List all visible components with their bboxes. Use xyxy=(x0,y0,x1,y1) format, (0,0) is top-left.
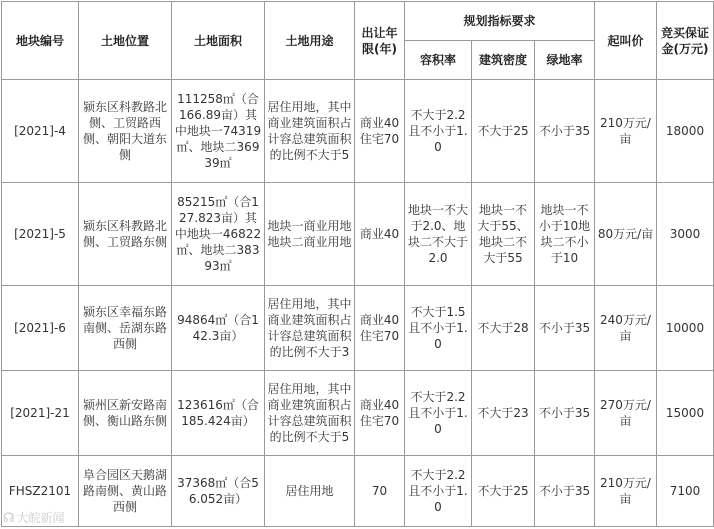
cell-start-price: 240万元/亩 xyxy=(595,286,657,371)
table-row xyxy=(2,80,714,183)
cell-usage: 地块一商业用地地块二商业用地 xyxy=(265,183,355,286)
cell-density: 不大于28 xyxy=(472,286,535,371)
cell-term: 商业40住宅70 xyxy=(355,371,405,456)
header-green: 绿地率 xyxy=(535,41,595,80)
cell-far: 不大于2.2且不小于1.0 xyxy=(405,371,472,456)
table-row xyxy=(2,371,714,456)
table-row xyxy=(2,456,714,527)
cell-green: 不小于35 xyxy=(535,80,595,183)
cell-location: 颍东区科教路北侧、工贸路东侧 xyxy=(79,183,172,286)
cell-deposit: 10000 xyxy=(657,286,714,371)
cell-start-price: 210万元/亩 xyxy=(595,456,657,527)
cell-density: 不大于23 xyxy=(472,371,535,456)
header-location: 土地位置 xyxy=(79,2,172,80)
cell-term: 商业40住宅70 xyxy=(355,80,405,183)
cell-block-no: [2021]-6 xyxy=(2,286,79,371)
header-area: 土地面积 xyxy=(172,2,265,80)
cell-deposit: 15000 xyxy=(657,371,714,456)
cell-location: 阜合园区天鹅湖路南侧、黄山路西侧 xyxy=(79,456,172,527)
cell-green: 不小于35 xyxy=(535,286,595,371)
cell-term: 70 xyxy=(355,456,405,527)
cell-location: 颍东区幸福东路南侧、岳湖东路西侧 xyxy=(79,286,172,371)
cell-area: 85215㎡（合127.823亩）其中地块一46822㎡、地块二38393㎡ xyxy=(172,183,265,286)
cell-far: 不大于2.2且不小于1.0 xyxy=(405,456,472,527)
cell-far: 地块一不大于2.0、地块二不大于2.0 xyxy=(405,183,472,286)
watermark-text: 大皖新闻 xyxy=(16,511,65,525)
table-row xyxy=(2,286,714,371)
cell-deposit: 7100 xyxy=(657,456,714,527)
table-row xyxy=(2,183,714,286)
header-deposit: 竞买保证金(万元) xyxy=(657,2,714,80)
header-usage: 土地用途 xyxy=(265,2,355,80)
header-start-price: 起叫价 xyxy=(595,2,657,80)
cell-usage: 居住用地，其中商业建筑面积占计容总建筑面积的比例不大于5 xyxy=(265,80,355,183)
cell-usage: 居住用地，其中商业建筑面积占计容总建筑面积的比例不大于3 xyxy=(265,286,355,371)
cell-location: 颍州区新安路南侧、衡山路东侧 xyxy=(79,371,172,456)
cell-density: 地块一不大于55、地块二不大于55 xyxy=(472,183,535,286)
cell-density: 不大于25 xyxy=(472,456,535,527)
header-row xyxy=(2,2,714,41)
cell-green: 地块一不小于10地块二不小于10 xyxy=(535,183,595,286)
land-auction-table xyxy=(1,1,714,527)
cell-start-price: 210万元/亩 xyxy=(595,80,657,183)
header-term: 出让年限(年) xyxy=(355,2,405,80)
cell-start-price: 80万元/亩 xyxy=(595,183,657,286)
cell-block-no: [2021]-5 xyxy=(2,183,79,286)
header-density: 建筑密度 xyxy=(472,41,535,80)
header-block-no: 地块编号 xyxy=(2,2,79,80)
cell-term: 商业40 xyxy=(355,183,405,286)
weibo-icon: ☊ xyxy=(3,511,15,526)
cell-block-no: [2021]-21 xyxy=(2,371,79,456)
watermark xyxy=(3,509,65,526)
cell-density: 不大于25 xyxy=(472,80,535,183)
header-far: 容积率 xyxy=(405,41,472,80)
cell-green: 不小于35 xyxy=(535,456,595,527)
cell-block-no: [2021]-4 xyxy=(2,80,79,183)
header-planning: 规划指标要求 xyxy=(405,2,595,41)
cell-term: 商业40住宅70 xyxy=(355,286,405,371)
cell-area: 111258㎡（合166.89亩）其中地块一74319㎡、地块二36939㎡ xyxy=(172,80,265,183)
cell-deposit: 3000 xyxy=(657,183,714,286)
cell-deposit: 18000 xyxy=(657,80,714,183)
cell-area: 94864㎡（合142.3亩） xyxy=(172,286,265,371)
cell-far: 不大于2.2且不小于1.0 xyxy=(405,80,472,183)
cell-far: 不大于1.5且不小于1.0 xyxy=(405,286,472,371)
cell-green: 不小于35 xyxy=(535,371,595,456)
cell-start-price: 270万元/亩 xyxy=(595,371,657,456)
cell-usage: 居住用地，其中商业建筑面积占计容总建筑面积的比例不大于5 xyxy=(265,371,355,456)
cell-area: 37368㎡（合56.052亩） xyxy=(172,456,265,527)
cell-usage: 居住用地 xyxy=(265,456,355,527)
cell-block-no: FHSZ2101 xyxy=(2,456,79,527)
cell-area: 123616㎡（合185.424亩） xyxy=(172,371,265,456)
cell-location: 颍东区科教路北侧、工贸路西侧、朝阳大道东侧 xyxy=(79,80,172,183)
